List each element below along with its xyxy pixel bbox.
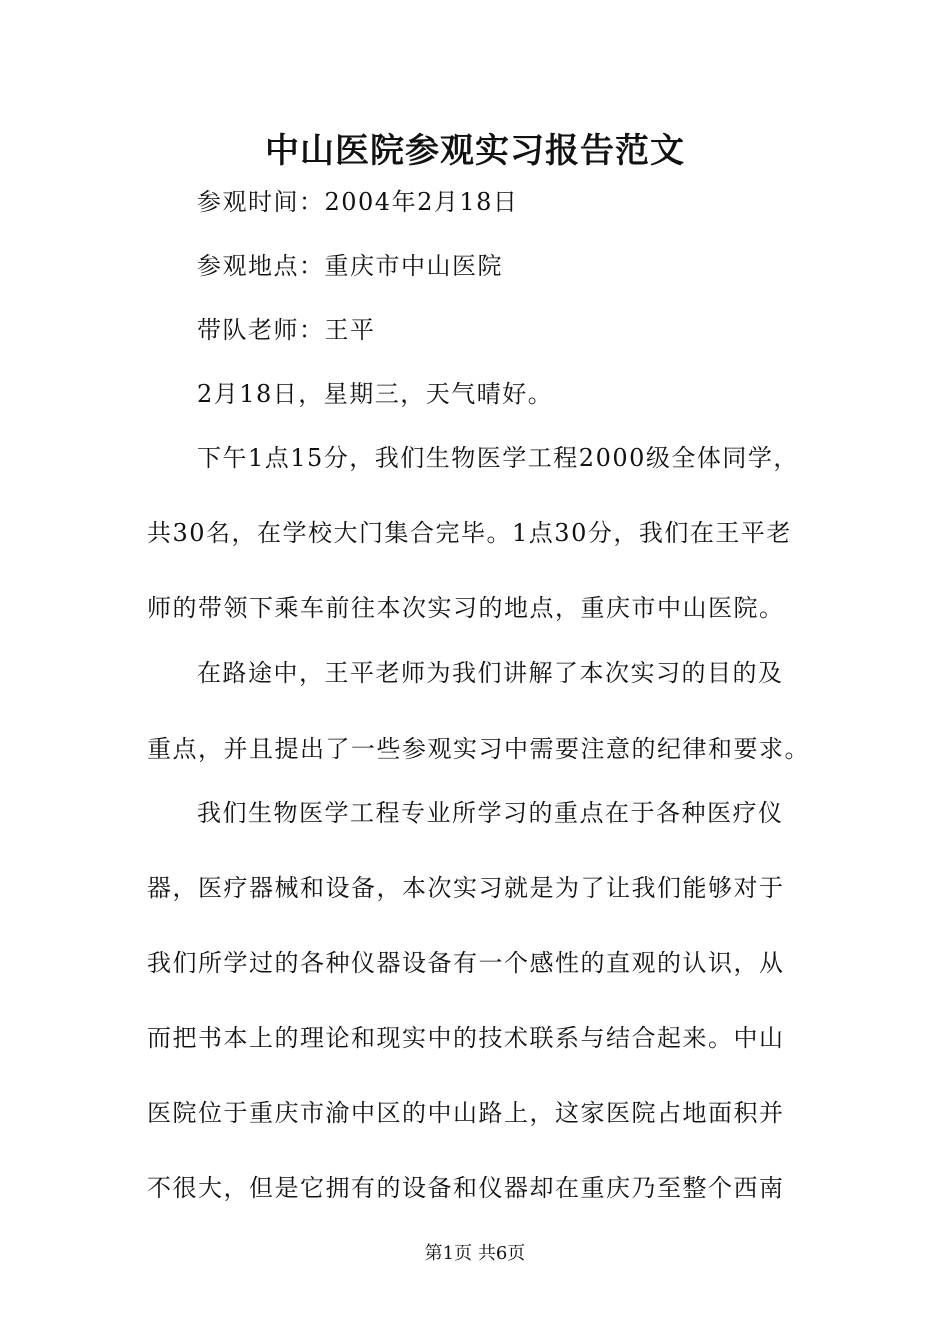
paragraph-line: 下午1点15分，我们生物医学工程2000级全体同学， <box>197 444 799 472</box>
paragraph-line: 而把书本上的理论和现实中的技术联系与结合起来。中山 <box>147 1024 785 1052</box>
paragraph-line: 重点，并且提出了一些参观实习中需要注意的纪律和要求。 <box>147 735 810 763</box>
page-number-footer: 第1页 共6页 <box>424 1243 526 1264</box>
paragraph-line: 师的带领下乘车前往本次实习的地点，重庆市中山医院。 <box>147 594 785 622</box>
paragraph-line: 共30名，在学校大门集合完毕。1点30分，我们在王平老 <box>147 519 792 547</box>
paragraph-line: 器，医疗器械和设备，本次实习就是为了让我们能够对于 <box>147 874 785 902</box>
paragraph-line: 我们所学过的各种仪器设备有一个感性的直观的认识，从 <box>147 949 785 977</box>
info-visit-place: 参观地点：重庆市中山医院 <box>197 252 503 280</box>
document-title: 中山医院参观实习报告范文 <box>265 131 685 171</box>
info-visit-time: 参观时间：2004年2月18日 <box>197 188 519 216</box>
paragraph-line: 在路途中，王平老师为我们讲解了本次实习的目的及 <box>197 659 784 687</box>
paragraph-line: 我们生物医学工程专业所学习的重点在于各种医疗仪 <box>197 799 784 827</box>
paragraph-line: 不很大，但是它拥有的设备和仪器却在重庆乃至整个西南 <box>147 1174 785 1202</box>
paragraph-line: 医院位于重庆市渝中区的中山路上，这家医院占地面积并 <box>147 1099 785 1127</box>
paragraph-line: 2月18日，星期三，天气晴好。 <box>197 380 554 408</box>
info-teacher: 带队老师：王平 <box>197 316 376 344</box>
